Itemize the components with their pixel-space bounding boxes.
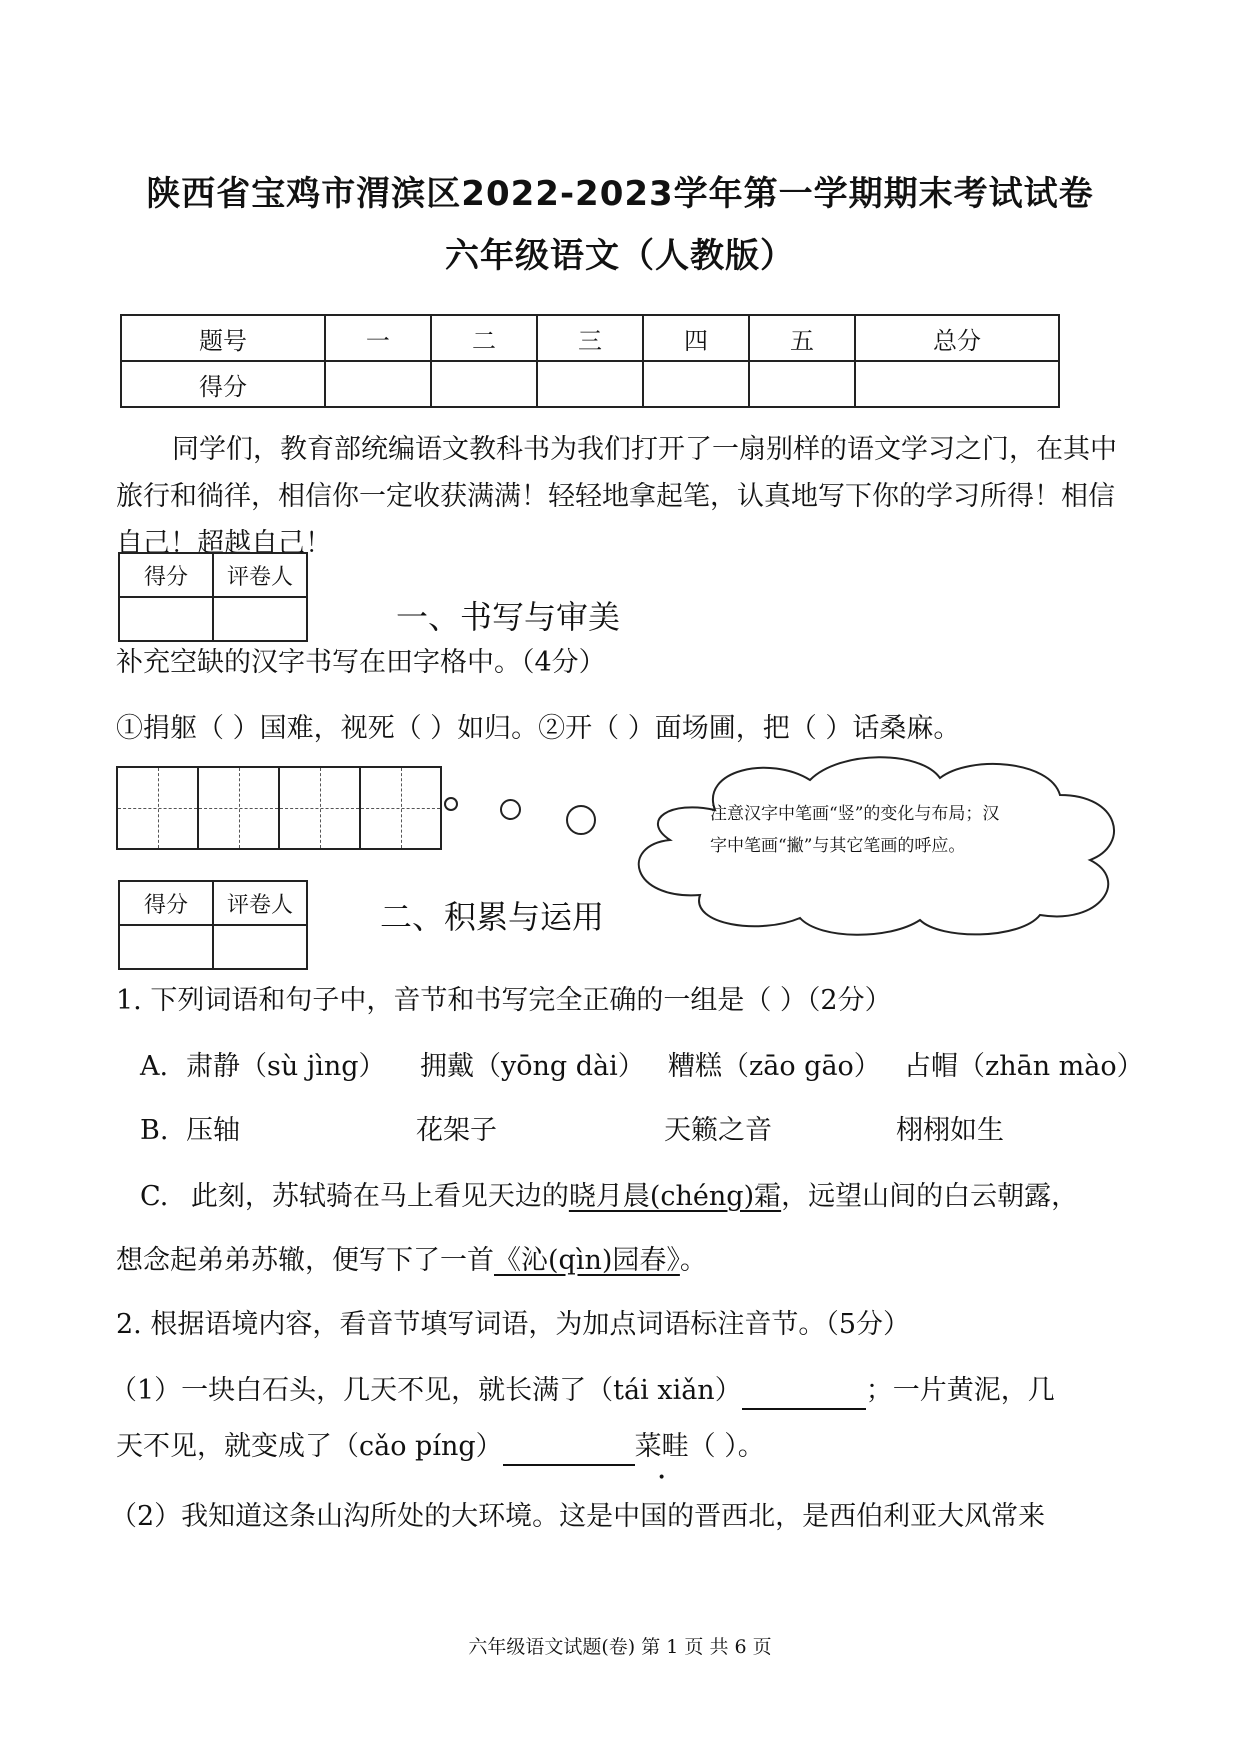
score-cell[interactable] xyxy=(643,361,749,407)
cloud-note: 注意汉字中笔画“竖”的变化与布局；汉字中笔画“撇”与其它笔画的呼应。 xyxy=(710,804,1000,856)
score-header-cell: 总分 xyxy=(855,315,1059,361)
score-table xyxy=(120,314,1060,408)
grader-score-label: 得分 xyxy=(119,881,213,925)
taixian-answer-blank[interactable] xyxy=(742,1378,866,1410)
grader-name-cell[interactable] xyxy=(213,597,307,641)
grader-score-cell[interactable] xyxy=(119,925,213,969)
q1-option-c-line2 xyxy=(116,1242,707,1280)
score-row-label: 得分 xyxy=(121,361,325,407)
q1-option-c-underline-1: 晓月晨(chéng)霜 xyxy=(568,1181,782,1212)
q1-option-c-pre: 此刻，苏轼骑在马上看见天边的 xyxy=(190,1181,569,1212)
score-header-cell: 四 xyxy=(643,315,749,361)
grader-box-1 xyxy=(118,552,308,642)
thought-bubble-mid-icon xyxy=(500,799,521,820)
q1-stem: 1. 下列词语和句子中，音节和书写完全正确的一组是（ ）（2分） xyxy=(116,985,892,1016)
grader-box-2 xyxy=(118,880,308,970)
score-cell[interactable] xyxy=(431,361,537,407)
score-header-cell: 题号 xyxy=(121,315,325,361)
q1-option-a-item: 占帽（zhān mào） xyxy=(904,1051,1144,1082)
q1-option-b-item: 天籁之音 xyxy=(664,1115,772,1146)
score-table-header-row xyxy=(121,315,1059,361)
q1-option-a-item: 肃静（sù jìng） xyxy=(186,1051,386,1082)
q1-option-c-label: C. xyxy=(140,1181,169,1212)
q2-p1-line2 xyxy=(116,1428,765,1466)
score-header-cell: 二 xyxy=(431,315,537,361)
page-footer: 六年级语文试题(卷) 第 1 页 共 6 页 xyxy=(468,1636,772,1658)
tianzige-cell[interactable] xyxy=(280,768,361,848)
q2-p1-text-c: 天不见，就变成了（cǎo píng） xyxy=(116,1431,503,1462)
section1-instruction: 补充空缺的汉字书写在田字格中。（4分） xyxy=(116,647,606,678)
intro-paragraph: 同学们，教育部统编语文教科书为我们打开了一扇别样的语文学习之门，在其中旅行和徜徉，相信你一定收获满满！轻轻地拿起笔，认真地写下你的学习所得！相信自己！超越自己！ xyxy=(116,434,1117,559)
tianzige-cell[interactable] xyxy=(361,768,440,848)
q1-option-c-end: 。 xyxy=(679,1245,707,1276)
q1-option-b-item: 压轴 xyxy=(186,1115,240,1146)
grader-name-label: 评卷人 xyxy=(213,881,307,925)
exam-subtitle: 六年级语文（人教版） xyxy=(445,236,795,276)
caoping-answer-blank[interactable] xyxy=(503,1434,635,1466)
score-cell[interactable] xyxy=(749,361,855,407)
thought-bubble-large-icon xyxy=(566,805,596,835)
q2-p1-text-a: （1）一块白石头，几天不见，就长满了（tái xiǎn） xyxy=(110,1375,742,1406)
q1-option-c-mid: ，远望山间的白云朝露， xyxy=(781,1181,1079,1212)
grader-name-cell[interactable] xyxy=(213,925,307,969)
exam-title: 陕西省宝鸡市渭滨区2022-2023学年第一学期期末考试试卷 xyxy=(146,174,1094,214)
q1-option-b-item: 栩栩如生 xyxy=(896,1115,1004,1146)
q1-option-c-line1 xyxy=(140,1178,1078,1216)
section2-title: 二、积累与运用 xyxy=(380,898,605,936)
q1-option-b-label: B. xyxy=(140,1115,169,1146)
score-cell[interactable] xyxy=(537,361,643,407)
q2-p2: （2）我知道这条山沟所处的大环境。这是中国的晋西北，是西伯利亚大风常来 xyxy=(110,1501,1046,1532)
grader-score-cell[interactable] xyxy=(119,597,213,641)
grader-score-label: 得分 xyxy=(119,553,213,597)
dotted-word: 菜畦 xyxy=(634,1431,689,1462)
q1-option-a-item: 糟糕（zāo gāo） xyxy=(668,1051,881,1082)
q2-p1-text-b: ；一片黄泥，几 xyxy=(865,1375,1055,1406)
tianzige-cell[interactable] xyxy=(118,768,199,848)
q1-option-a-label: A. xyxy=(140,1051,169,1082)
q2-stem: 2. 根据语境内容，看音节填写词语，为加点词语标注音节。（5分） xyxy=(116,1309,911,1340)
score-header-cell: 三 xyxy=(537,315,643,361)
q2-p1-text-d: （ ）。 xyxy=(688,1431,765,1462)
score-cell[interactable] xyxy=(855,361,1059,407)
thought-bubble-small-icon xyxy=(444,797,458,811)
score-cell[interactable] xyxy=(325,361,431,407)
grader-name-label: 评卷人 xyxy=(213,553,307,597)
q2-p1-line1 xyxy=(110,1372,1055,1410)
score-table-score-row xyxy=(121,361,1059,407)
tianzige-cell[interactable] xyxy=(199,768,280,848)
section1-title: 一、书写与审美 xyxy=(396,598,621,636)
q1-option-b-item: 花架子 xyxy=(416,1115,497,1146)
score-header-cell: 一 xyxy=(325,315,431,361)
q1-option-c-underline-2: 《沁(qìn)园春》 xyxy=(494,1245,680,1276)
score-header-cell: 五 xyxy=(749,315,855,361)
q1-option-a-item: 拥戴（yōng dài） xyxy=(420,1051,645,1082)
section1-sentence: ①捐躯（ ）国难，视死（ ）如归。②开（ ）面场圃，把（ ）话桑麻。 xyxy=(116,713,961,744)
tianzige-grid[interactable] xyxy=(116,766,442,850)
q1-option-c-line2-pre: 想念起弟弟苏辙，便写下了一首 xyxy=(116,1245,494,1276)
